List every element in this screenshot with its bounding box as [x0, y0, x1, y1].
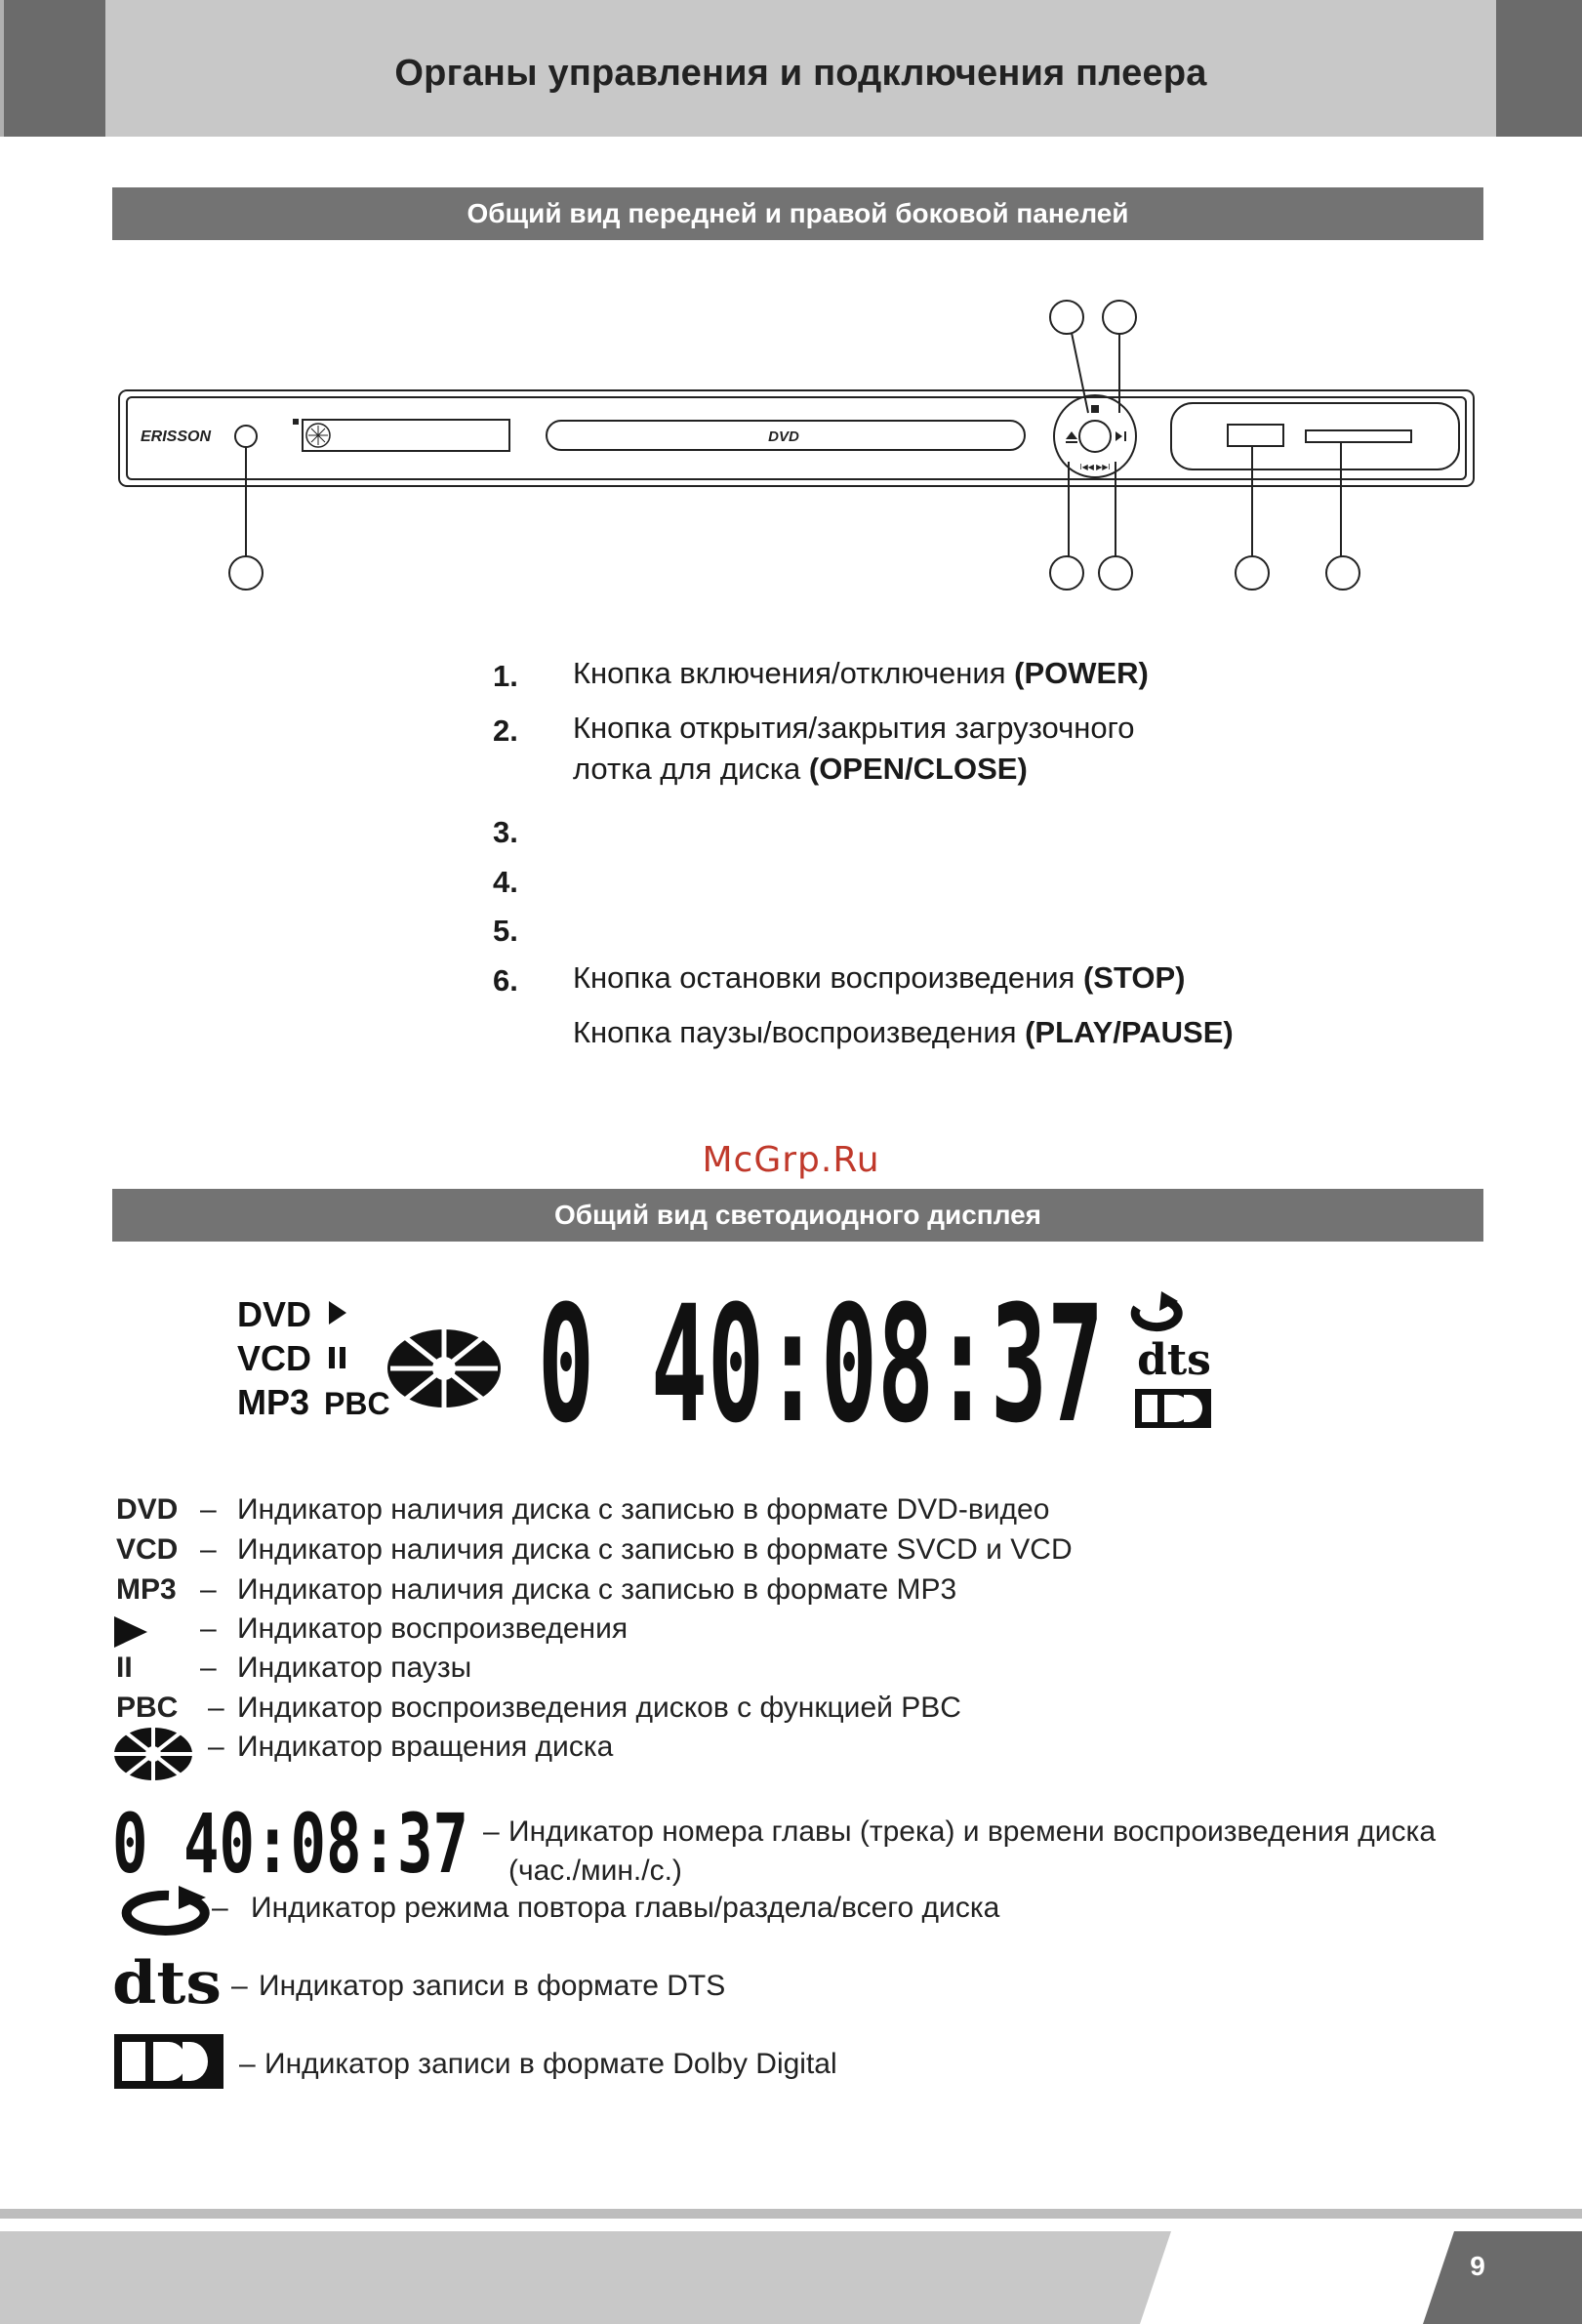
legend-row: – Индикатор вращения диска — [112, 1731, 1498, 1770]
legend-desc: Индикатор наличия диска с записью в формате MP3 — [237, 1573, 957, 1606]
tray-label: DVD — [768, 428, 799, 445]
legend-desc: Индикатор номера главы (трека) и времени воспроизведения диска — [508, 1815, 1437, 1848]
page-number: 9 — [1470, 2251, 1485, 2281]
legend-desc: Индикатор режима повтора главы/раздела/всего диска — [251, 1892, 1000, 1924]
header-right-block — [1496, 0, 1582, 137]
legend-row: VCD – Индикатор наличия диска с записью в формате SVCD и VCD — [116, 1533, 1073, 1566]
legend-desc: Индикатор воспроизведения дисков с функцией PBC — [237, 1692, 961, 1724]
repeat-icon — [112, 1886, 210, 1937]
play-icon — [112, 1612, 151, 1651]
legend-row: – Индикатор режима повтора главы/раздела/всего диска — [112, 1892, 1498, 1931]
play-icon — [329, 1301, 346, 1325]
header-left-block — [0, 0, 105, 137]
item-key: (POWER) — [1014, 656, 1149, 690]
format-vcd: VCD — [237, 1338, 312, 1378]
legend-desc: Индикатор вращения диска — [237, 1731, 614, 1763]
section-title-front-panel: Общий вид передней и правой боковой панелей — [112, 187, 1483, 240]
item-number: 2. — [493, 714, 518, 748]
item-text: Кнопка включения/отключения — [573, 656, 1015, 690]
footer-band — [0, 2231, 1582, 2324]
legend-desc: Индикатор воспроизведения — [237, 1612, 629, 1645]
legend-row: DVD – Индикатор наличия диска с записью в формате DVD-видео — [116, 1493, 1050, 1526]
dolby-icon — [114, 2034, 223, 2089]
legend-row: – Индикатор записи в формате Dolby Digital — [112, 2048, 1498, 2087]
repeat-icon — [1135, 1301, 1178, 1327]
dts-logo — [112, 1956, 224, 2015]
time-readout: 0 40:08:37 — [538, 1284, 1104, 1440]
brand-logo: ERISSON — [140, 428, 212, 445]
legend-desc: Индикатор наличия диска с записью в формате DVD-видео — [237, 1493, 1050, 1526]
item-number: 1. — [493, 659, 518, 693]
time-readout-icon — [112, 1806, 473, 1884]
item-key: (OPEN/CLOSE) — [808, 752, 1028, 786]
legend-desc: Индикатор паузы — [237, 1651, 472, 1684]
legend-key: PBC — [116, 1692, 179, 1724]
item-number: 5. — [493, 914, 518, 948]
front-panel-diagram — [107, 288, 1493, 600]
legend-key: MP3 — [116, 1573, 177, 1606]
item-key: (STOP) — [1082, 960, 1186, 995]
led-display-diagram — [229, 1284, 1303, 1440]
footer-rule — [0, 2209, 1582, 2219]
legend-key: DVD — [116, 1493, 179, 1526]
section-title-display: Общий вид светодиодного дисплея — [112, 1189, 1483, 1242]
eject-icon — [1066, 431, 1077, 439]
pbc-label: PBC — [324, 1386, 390, 1421]
legend-row: dts – Индикатор записи в формате DTS — [112, 1970, 1498, 2009]
dolby-icon — [1135, 1389, 1211, 1428]
legend-row: PBC – Индикатор воспроизведения дисков с функцией PBC — [116, 1692, 961, 1724]
disc-spin-icon — [112, 1725, 198, 1781]
legend-desc: Индикатор записи в формате Dolby Digital — [264, 2048, 837, 2080]
legend-row: 0 40:08:37 – Индикатор номера главы (трека) и времени воспроизведения диска (час./мин./с.) — [112, 1815, 1498, 1903]
play-pause-icon — [1116, 431, 1122, 441]
format-mp3: MP3 — [237, 1382, 310, 1422]
pause-icon — [329, 1347, 335, 1368]
legend-row: – Индикатор воспроизведения — [112, 1612, 1498, 1651]
item-key: (PLAY/PAUSE) — [1025, 1015, 1234, 1049]
page-title: Органы управления и подключения плеера — [394, 53, 1207, 94]
legend-desc-2: (час./мин./с.) — [508, 1855, 682, 1887]
legend-row: II – Индикатор паузы — [116, 1651, 472, 1684]
item-text: Кнопка остановки воспроизведения — [573, 960, 1083, 995]
stop-icon — [1091, 405, 1099, 413]
svg-text:I◀◀ ▶▶I: I◀◀ ▶▶I — [1079, 463, 1111, 471]
legend-row: MP3 – Индикатор наличия диска с записью в формате MP3 — [116, 1573, 957, 1606]
legend-desc: Индикатор записи в формате DTS — [259, 1970, 726, 2002]
legend-key: VCD — [116, 1533, 179, 1566]
item-number: 4. — [493, 865, 518, 899]
header-left-edge — [0, 0, 4, 137]
callout-circle — [1103, 301, 1136, 334]
svg-text:dts: dts — [112, 1956, 222, 2015]
callout-circle — [1050, 301, 1083, 334]
dts-logo: dts — [1137, 1335, 1211, 1385]
svg-text:0 40:08:37: 0 40:08:37 — [112, 1806, 468, 1884]
item-text: Кнопка паузы/воспроизведения — [573, 1015, 1026, 1049]
pause-icon: II — [116, 1651, 133, 1684]
disc-spin-icon — [387, 1328, 501, 1408]
item-number: 6. — [493, 963, 518, 998]
format-dvd: DVD — [237, 1294, 312, 1334]
item-number: 3. — [493, 815, 518, 849]
watermark: McGrp.Ru — [702, 1140, 880, 1180]
page-header — [0, 0, 1582, 137]
legend-desc: Индикатор наличия диска с записью в формате SVCD и VCD — [237, 1533, 1073, 1566]
item-text: Кнопка открытия/закрытия загрузочного лотка для диска — [573, 711, 1135, 786]
